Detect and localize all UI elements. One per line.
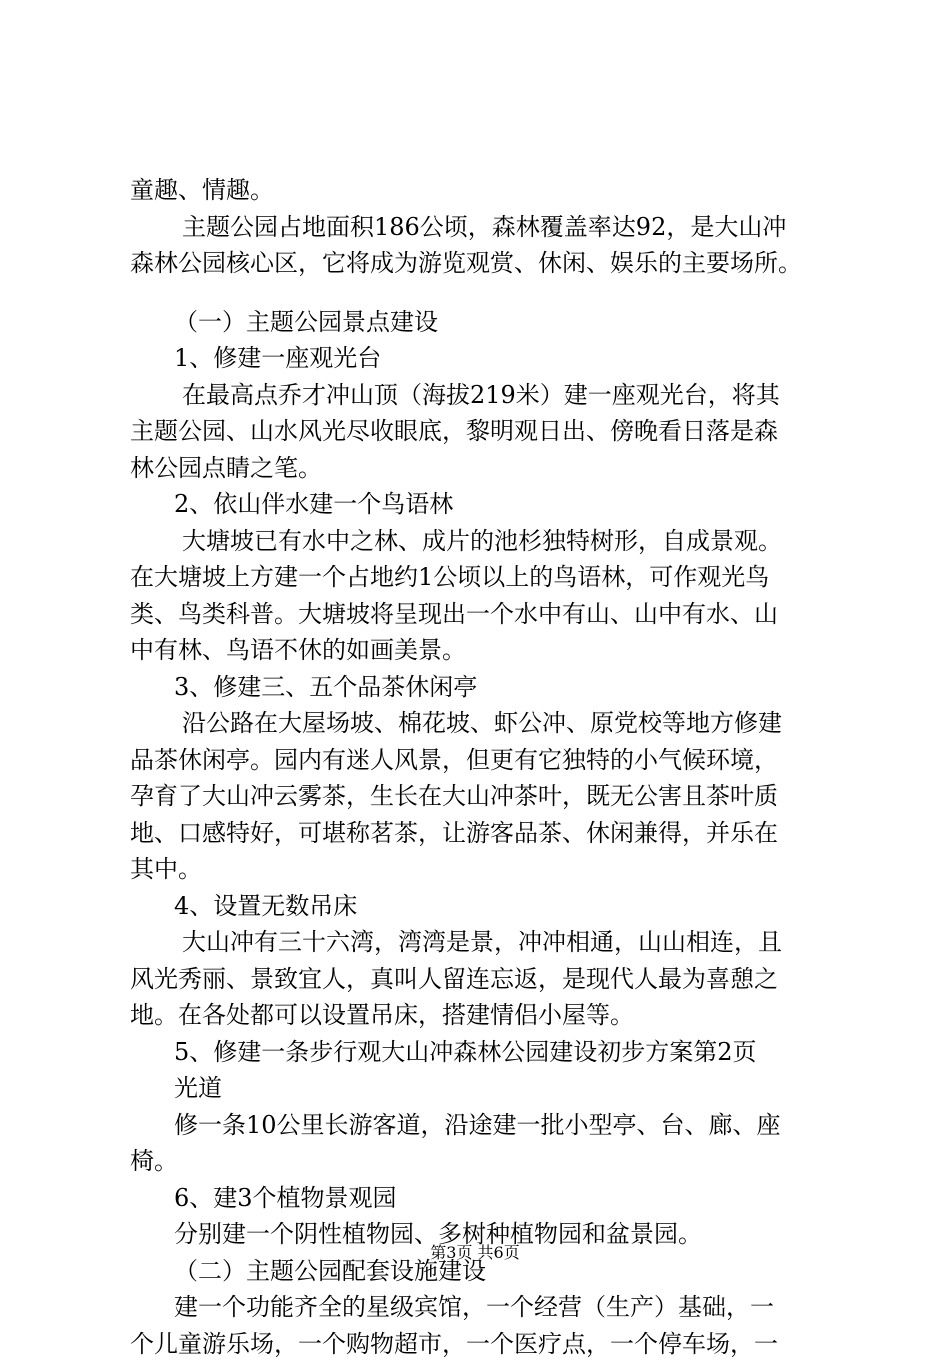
paragraph-line: 大塘坡已有水中之林、成片的池杉独特树形，自成景观。 xyxy=(130,523,842,560)
paragraph-line: 类、鸟类科普。大塘坡将呈现出一个水中有山、山中有水、山 xyxy=(130,596,842,633)
paragraph-line: 风光秀丽、景致宜人，真叫人留连忘返，是现代人最为喜憩之 xyxy=(130,961,842,998)
paragraph-line: 其中。 xyxy=(130,851,842,888)
paragraph-line: 林公园点睛之笔。 xyxy=(130,450,842,487)
subsection-heading: 1、修建一座观光台 xyxy=(130,340,842,377)
section-heading: （二）主题公园配套设施建设 xyxy=(130,1253,842,1290)
paragraph-line: 光道 xyxy=(130,1070,842,1107)
paragraph-line: 修一条10公里长游客道，沿途建一批小型亭、台、廊、座 xyxy=(130,1107,842,1144)
paragraph-line: 分别建一个阴性植物园、多树种植物园和盆景园。 xyxy=(130,1216,842,1253)
paragraph-line: 品茶休闲亭。园内有迷人风景，但更有它独特的小气候环境， xyxy=(130,742,842,779)
subsection-heading: 4、设置无数吊床 xyxy=(130,888,842,925)
spacer xyxy=(130,282,842,304)
subsection-heading: 6、建3个植物景观园 xyxy=(130,1180,842,1217)
paragraph-line: 大山冲有三十六湾，湾湾是景，冲冲相通，山山相连，且 xyxy=(130,924,842,961)
paragraph-line: 建一个功能齐全的星级宾馆，一个经营（生产）基础，一 xyxy=(130,1289,842,1326)
subsection-heading: 2、依山伴水建一个鸟语林 xyxy=(130,486,842,523)
subsection-heading: 3、修建三、五个品茶休闲亭 xyxy=(130,669,842,706)
paragraph-line: 森林公园核心区，它将成为游览观赏、休闲、娱乐的主要场所。 xyxy=(130,245,842,282)
subsection-heading: 5、修建一条步行观大山冲森林公园建设初步方案第2页 xyxy=(130,1034,842,1071)
paragraph-line: 沿公路在大屋场坡、棉花坡、虾公冲、原党校等地方修建 xyxy=(130,705,842,742)
section-heading: （一）主题公园景点建设 xyxy=(130,304,842,341)
paragraph-line: 童趣、情趣。 xyxy=(130,172,842,209)
paragraph-line: 在大塘坡上方建一个占地约1公顷以上的鸟语林，可作观光鸟 xyxy=(130,559,842,596)
document-body xyxy=(130,172,842,1362)
paragraph-line: 地。在各处都可以设置吊床，搭建情侣小屋等。 xyxy=(130,997,842,1034)
paragraph-line: 孕育了大山冲云雾茶，生长在大山冲茶叶，既无公害且茶叶质 xyxy=(130,778,842,815)
paragraph-line: 中有林、鸟语不休的如画美景。 xyxy=(130,632,842,669)
paragraph-line: 个儿童游乐场，一个购物超市，一个医疗点，一个停车场，一 xyxy=(130,1326,842,1362)
paragraph-line: 在最高点乔才冲山顶（海拔219米）建一座观光台，将其 xyxy=(130,377,842,414)
paragraph-line: 主题公园、山水风光尽收眼底，黎明观日出、傍晚看日落是森 xyxy=(130,413,842,450)
paragraph-line: 地、口感特好，可堪称茗茶，让游客品茶、休闲兼得，并乐在 xyxy=(130,815,842,852)
page-footer: 第3页 共6页 xyxy=(0,1243,950,1263)
paragraph-line: 椅。 xyxy=(130,1143,842,1180)
paragraph-line: 主题公园占地面积186公顷，森林覆盖率达92，是大山冲 xyxy=(130,209,842,246)
